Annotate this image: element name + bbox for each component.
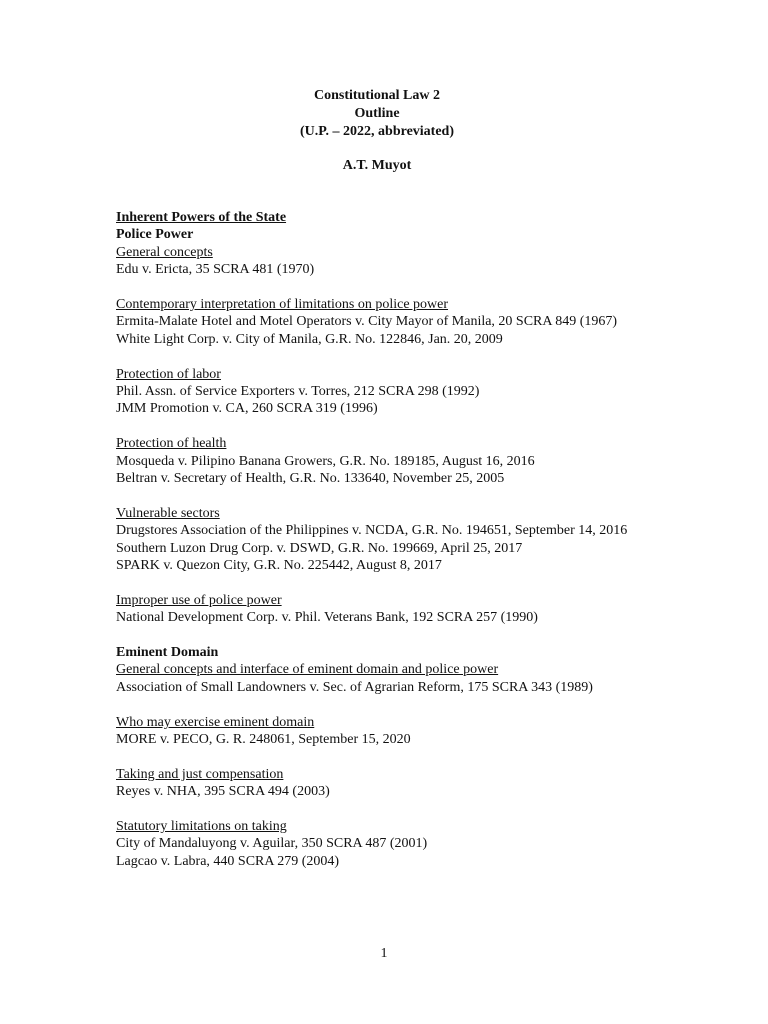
case-citation: Reyes v. NHA, 395 SCRA 494 (2003) <box>116 784 330 800</box>
case-citation: SPARK v. Quezon City, G.R. No. 225442, August 8, 2017 <box>116 558 442 574</box>
spacer <box>116 748 656 765</box>
document-subtitle: Outline <box>354 106 400 121</box>
title-block <box>0 87 754 141</box>
case-citation: JMM Promotion v. CA, 260 SCRA 319 (1996) <box>116 401 378 417</box>
topic-title: General concepts <box>116 244 213 260</box>
document-edition: (U.P. – 2022, abbreviated) <box>300 124 454 139</box>
case-citation: Phil. Assn. of Service Exporters v. Torres, 212 SCRA 298 (1992) <box>116 384 480 400</box>
section-heading-police-power: Police Power <box>116 227 194 243</box>
spacer <box>116 696 656 713</box>
topic-title: Statutory limitations on taking <box>116 819 287 835</box>
case-citation: City of Mandaluyong v. Aguilar, 350 SCRA 487 (2001) <box>116 836 428 852</box>
spacer <box>116 348 656 365</box>
outline-body <box>116 209 656 870</box>
spacer <box>116 627 656 644</box>
case-citation: White Light Corp. v. City of Manila, G.R. No. 122846, Jan. 20, 2009 <box>116 331 503 347</box>
section-heading-eminent-domain: Eminent Domain <box>116 645 219 661</box>
case-citation: Beltran v. Secretary of Health, G.R. No. 133640, November 25, 2005 <box>116 471 505 487</box>
case-citation: Lagcao v. Labra, 440 SCRA 279 (2004) <box>116 853 340 869</box>
document-author: A.T. Muyot <box>342 158 412 173</box>
case-citation: Ermita-Malate Hotel and Motel Operators v. City Mayor of Manila, 20 SCRA 849 (1967) <box>116 314 618 330</box>
topic-title: Taking and just compensation <box>116 766 284 782</box>
topic-title: Protection of labor <box>116 366 221 382</box>
topic-title: Vulnerable sectors <box>116 505 220 521</box>
case-citation: National Development Corp. v. Phil. Veterans Bank, 192 SCRA 257 (1990) <box>116 610 538 626</box>
spacer <box>116 801 656 818</box>
part-heading: Inherent Powers of the State <box>116 210 287 225</box>
case-citation: Edu v. Ericta, 35 SCRA 481 (1970) <box>116 262 315 278</box>
case-citation: Mosqueda v. Pilipino Banana Growers, G.R. No. 189185, August 16, 2016 <box>116 453 535 469</box>
case-citation: MORE v. PECO, G. R. 248061, September 15, 2020 <box>116 732 411 748</box>
spacer <box>116 487 656 504</box>
case-citation: Association of Small Landowners v. Sec. of Agrarian Reform, 175 SCRA 343 (1989) <box>116 679 593 695</box>
spacer <box>116 574 656 591</box>
topic-title: Improper use of police power <box>116 592 282 608</box>
topic-title: General concepts and interface of eminent domain and police power <box>116 662 499 678</box>
spacer <box>116 418 656 435</box>
page-number: 1 <box>380 946 388 961</box>
case-citation: Southern Luzon Drug Corp. v. DSWD, G.R. No. 199669, April 25, 2017 <box>116 540 523 556</box>
spacer <box>116 279 656 296</box>
topic-title: Who may exercise eminent domain <box>116 714 315 730</box>
topic-title: Protection of health <box>116 436 227 452</box>
topic-title: Contemporary interpretation of limitations on police power <box>116 297 449 313</box>
case-citation: Drugstores Association of the Philippines v. NCDA, G.R. No. 194651, September 14, 2016 <box>116 523 628 539</box>
document-title: Constitutional Law 2 <box>313 88 441 103</box>
